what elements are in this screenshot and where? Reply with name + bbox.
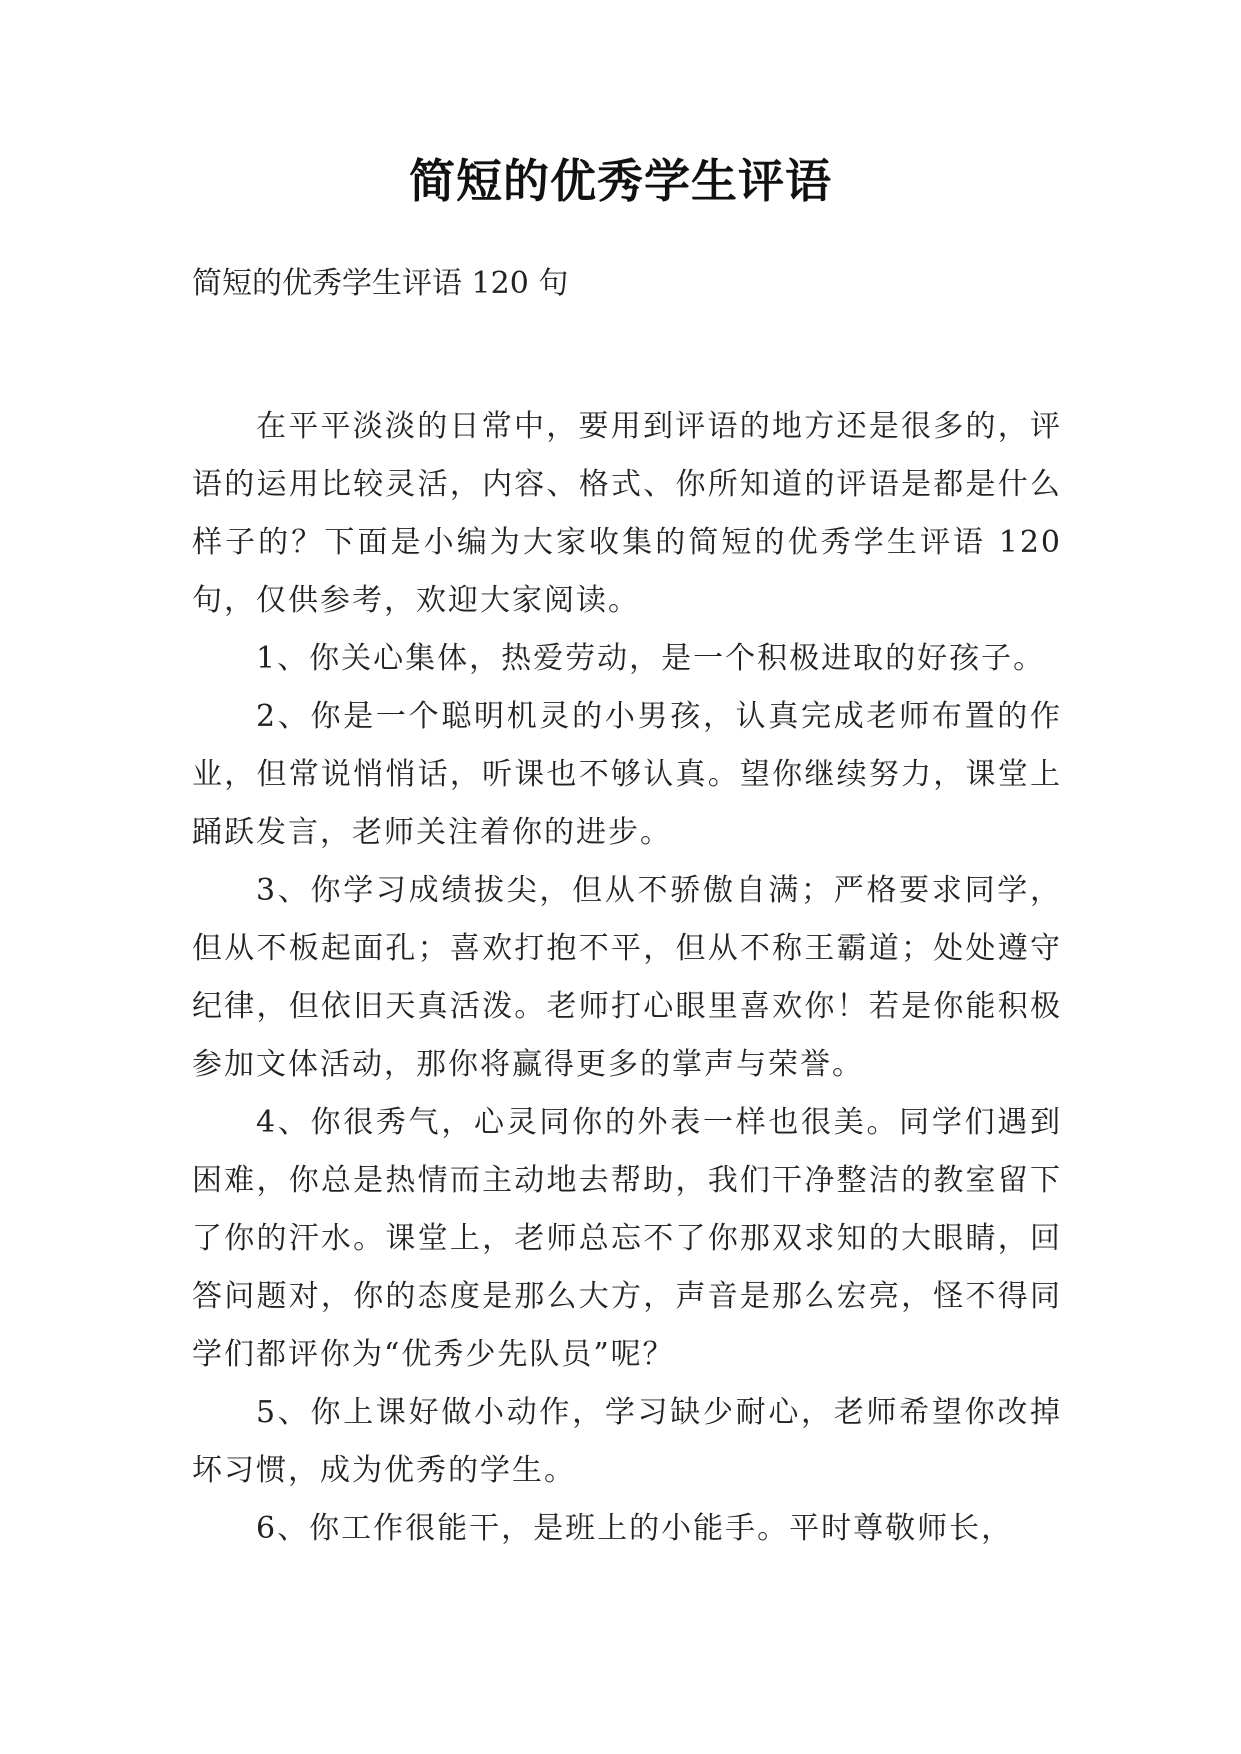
comment-paragraph: 1、你关心集体，热爱劳动，是一个积极进取的好孩子。 bbox=[256, 641, 1046, 676]
comment-paragraph: 6、你工作很能干，是班上的小能手。平时尊敬师长， bbox=[256, 1511, 1014, 1546]
comment-paragraph: 4、你很秀气，心灵同你的外表一样也很美。同学们遇到困难，你总是热情而主动地去帮助，我们干净整洁的教室留下了你的汗水。课堂上，老师总忘不了你那双求知的大眼睛，回答问题对，你的态度是那么大方，声音是那么宏亮，怪不得同学们都评你为“优秀少先队员”呢？ bbox=[192, 1105, 1062, 1372]
comment-paragraph: 5、你上课好做小动作，学习缺少耐心，老师希望你改掉坏习惯，成为优秀的学生。 bbox=[192, 1395, 1062, 1488]
comment-paragraph: 2、你是一个聪明机灵的小男孩，认真完成老师布置的作业，但常说悄悄话，听课也不够认真。望你继续努力，课堂上踊跃发言，老师关注着你的进步。 bbox=[192, 699, 1062, 850]
document-title: 简短的优秀学生评语 bbox=[409, 154, 832, 208]
intro-paragraph: 在平平淡淡的日常中，要用到评语的地方还是很多的，评语的运用比较灵活，内容、格式、你所知道的评语是都是什么样子的？下面是小编为大家收集的简短的优秀学生评语 120 句，仅供参考，欢迎大家阅读。 bbox=[192, 409, 1062, 618]
document-body bbox=[192, 398, 1062, 1558]
comment-paragraph: 3、你学习成绩拔尖，但从不骄傲自满；严格要求同学，但从不板起面孔；喜欢打抱不平，但从不称王霸道；处处遵守纪律，但依旧天真活泼。老师打心眼里喜欢你！若是你能积极参加文体活动，那你将赢得更多的掌声与荣誉。 bbox=[192, 873, 1062, 1082]
document-subtitle: 简短的优秀学生评语 120 句 bbox=[192, 266, 569, 301]
